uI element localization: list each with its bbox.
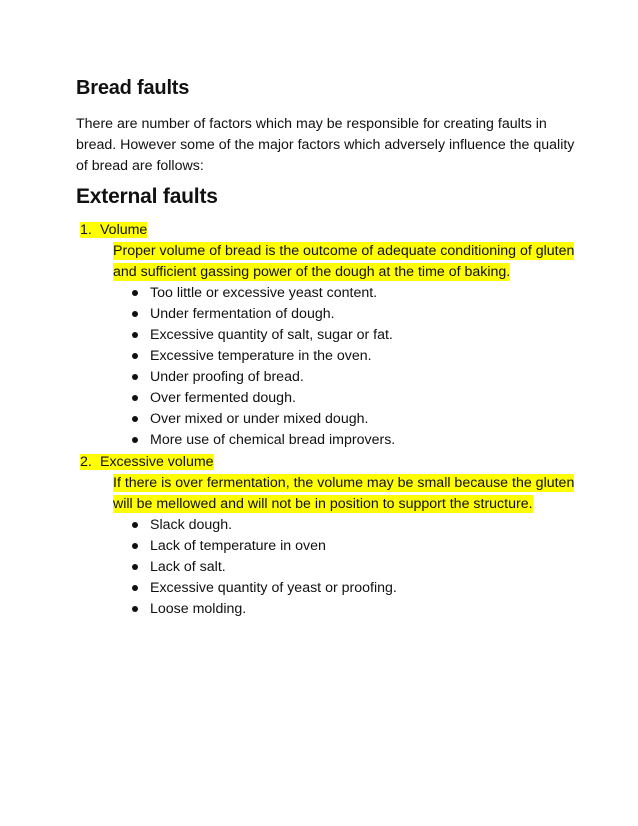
list-item xyxy=(132,325,580,346)
intro-line: bread. However some of the major factors which adversely influence the quality xyxy=(76,137,575,153)
highlighted-text: Proper volume of bread is the outcome of adequate conditioning of gluten xyxy=(113,243,575,259)
list-item-text: Loose molding. xyxy=(150,601,247,617)
list-item xyxy=(132,409,580,430)
list-number: 1. xyxy=(80,222,92,238)
list-item-text: Excessive quantity of yeast or proofing. xyxy=(150,580,397,596)
list-item-text: Over mixed or under mixed dough. xyxy=(150,411,369,427)
list-item xyxy=(132,557,580,578)
list-item xyxy=(132,599,580,620)
bullet-icon xyxy=(132,353,138,359)
bullet-icon xyxy=(132,543,138,549)
list-item-text: More use of chemical bread improvers. xyxy=(150,432,396,448)
description-line xyxy=(113,241,580,262)
bullet-icon xyxy=(132,311,138,317)
list-item-text: Lack of temperature in oven xyxy=(150,538,326,554)
list-number: 2. xyxy=(80,454,92,470)
list-item xyxy=(132,515,580,536)
fault-section-volume xyxy=(80,220,580,451)
bullet-icon xyxy=(132,332,138,338)
list-item-text: Lack of salt. xyxy=(150,559,226,575)
list-item xyxy=(132,283,580,304)
page-title: Bread faults xyxy=(76,77,190,99)
bullet-icon xyxy=(132,606,138,612)
section-description xyxy=(113,241,580,283)
section-title: Excessive volume xyxy=(100,454,214,470)
description-line xyxy=(113,262,580,283)
highlighted-text: will be mellowed and will not be in position to support the structure. xyxy=(113,496,533,512)
section-title-highlight xyxy=(80,454,214,470)
fault-section-excessive-volume xyxy=(80,452,580,620)
list-item xyxy=(132,430,580,451)
section-title-row xyxy=(80,452,580,473)
list-item-text: Excessive temperature in the oven. xyxy=(150,348,372,364)
bullet-icon xyxy=(132,374,138,380)
list-item-text: Over fermented dough. xyxy=(150,390,296,406)
section-description xyxy=(113,473,580,515)
section-title-row xyxy=(80,220,580,241)
list-item xyxy=(132,346,580,367)
list-item xyxy=(132,367,580,388)
list-item-text: Under proofing of bread. xyxy=(150,369,304,385)
bullet-icon xyxy=(132,522,138,528)
bullet-icon xyxy=(132,290,138,296)
intro-paragraph xyxy=(76,114,576,177)
bullet-icon xyxy=(132,585,138,591)
bullet-icon xyxy=(132,416,138,422)
bullet-list xyxy=(132,515,580,620)
highlighted-text: If there is over fermentation, the volume may be small because the gluten xyxy=(113,475,575,491)
bullet-icon xyxy=(132,437,138,443)
list-item-text: Under fermentation of dough. xyxy=(150,306,335,322)
list-item xyxy=(132,578,580,599)
list-item-text: Slack dough. xyxy=(150,517,233,533)
intro-line: of bread are follows: xyxy=(76,158,204,174)
bullet-icon xyxy=(132,395,138,401)
list-item-text: Excessive quantity of salt, sugar or fat. xyxy=(150,327,393,343)
section-title: Volume xyxy=(100,222,148,238)
list-item-text: Too little or excessive yeast content. xyxy=(150,285,378,301)
intro-line: There are number of factors which may be responsible for creating faults in xyxy=(76,116,547,132)
description-line xyxy=(113,473,580,494)
highlighted-text: and sufficient gassing power of the dough at the time of baking. xyxy=(113,264,511,280)
list-item xyxy=(132,388,580,409)
section-title-highlight xyxy=(80,222,147,238)
bullet-icon xyxy=(132,564,138,570)
bullet-list xyxy=(132,283,580,451)
section-heading: External faults xyxy=(76,185,218,208)
list-item xyxy=(132,536,580,557)
description-line xyxy=(113,494,580,515)
list-item xyxy=(132,304,580,325)
